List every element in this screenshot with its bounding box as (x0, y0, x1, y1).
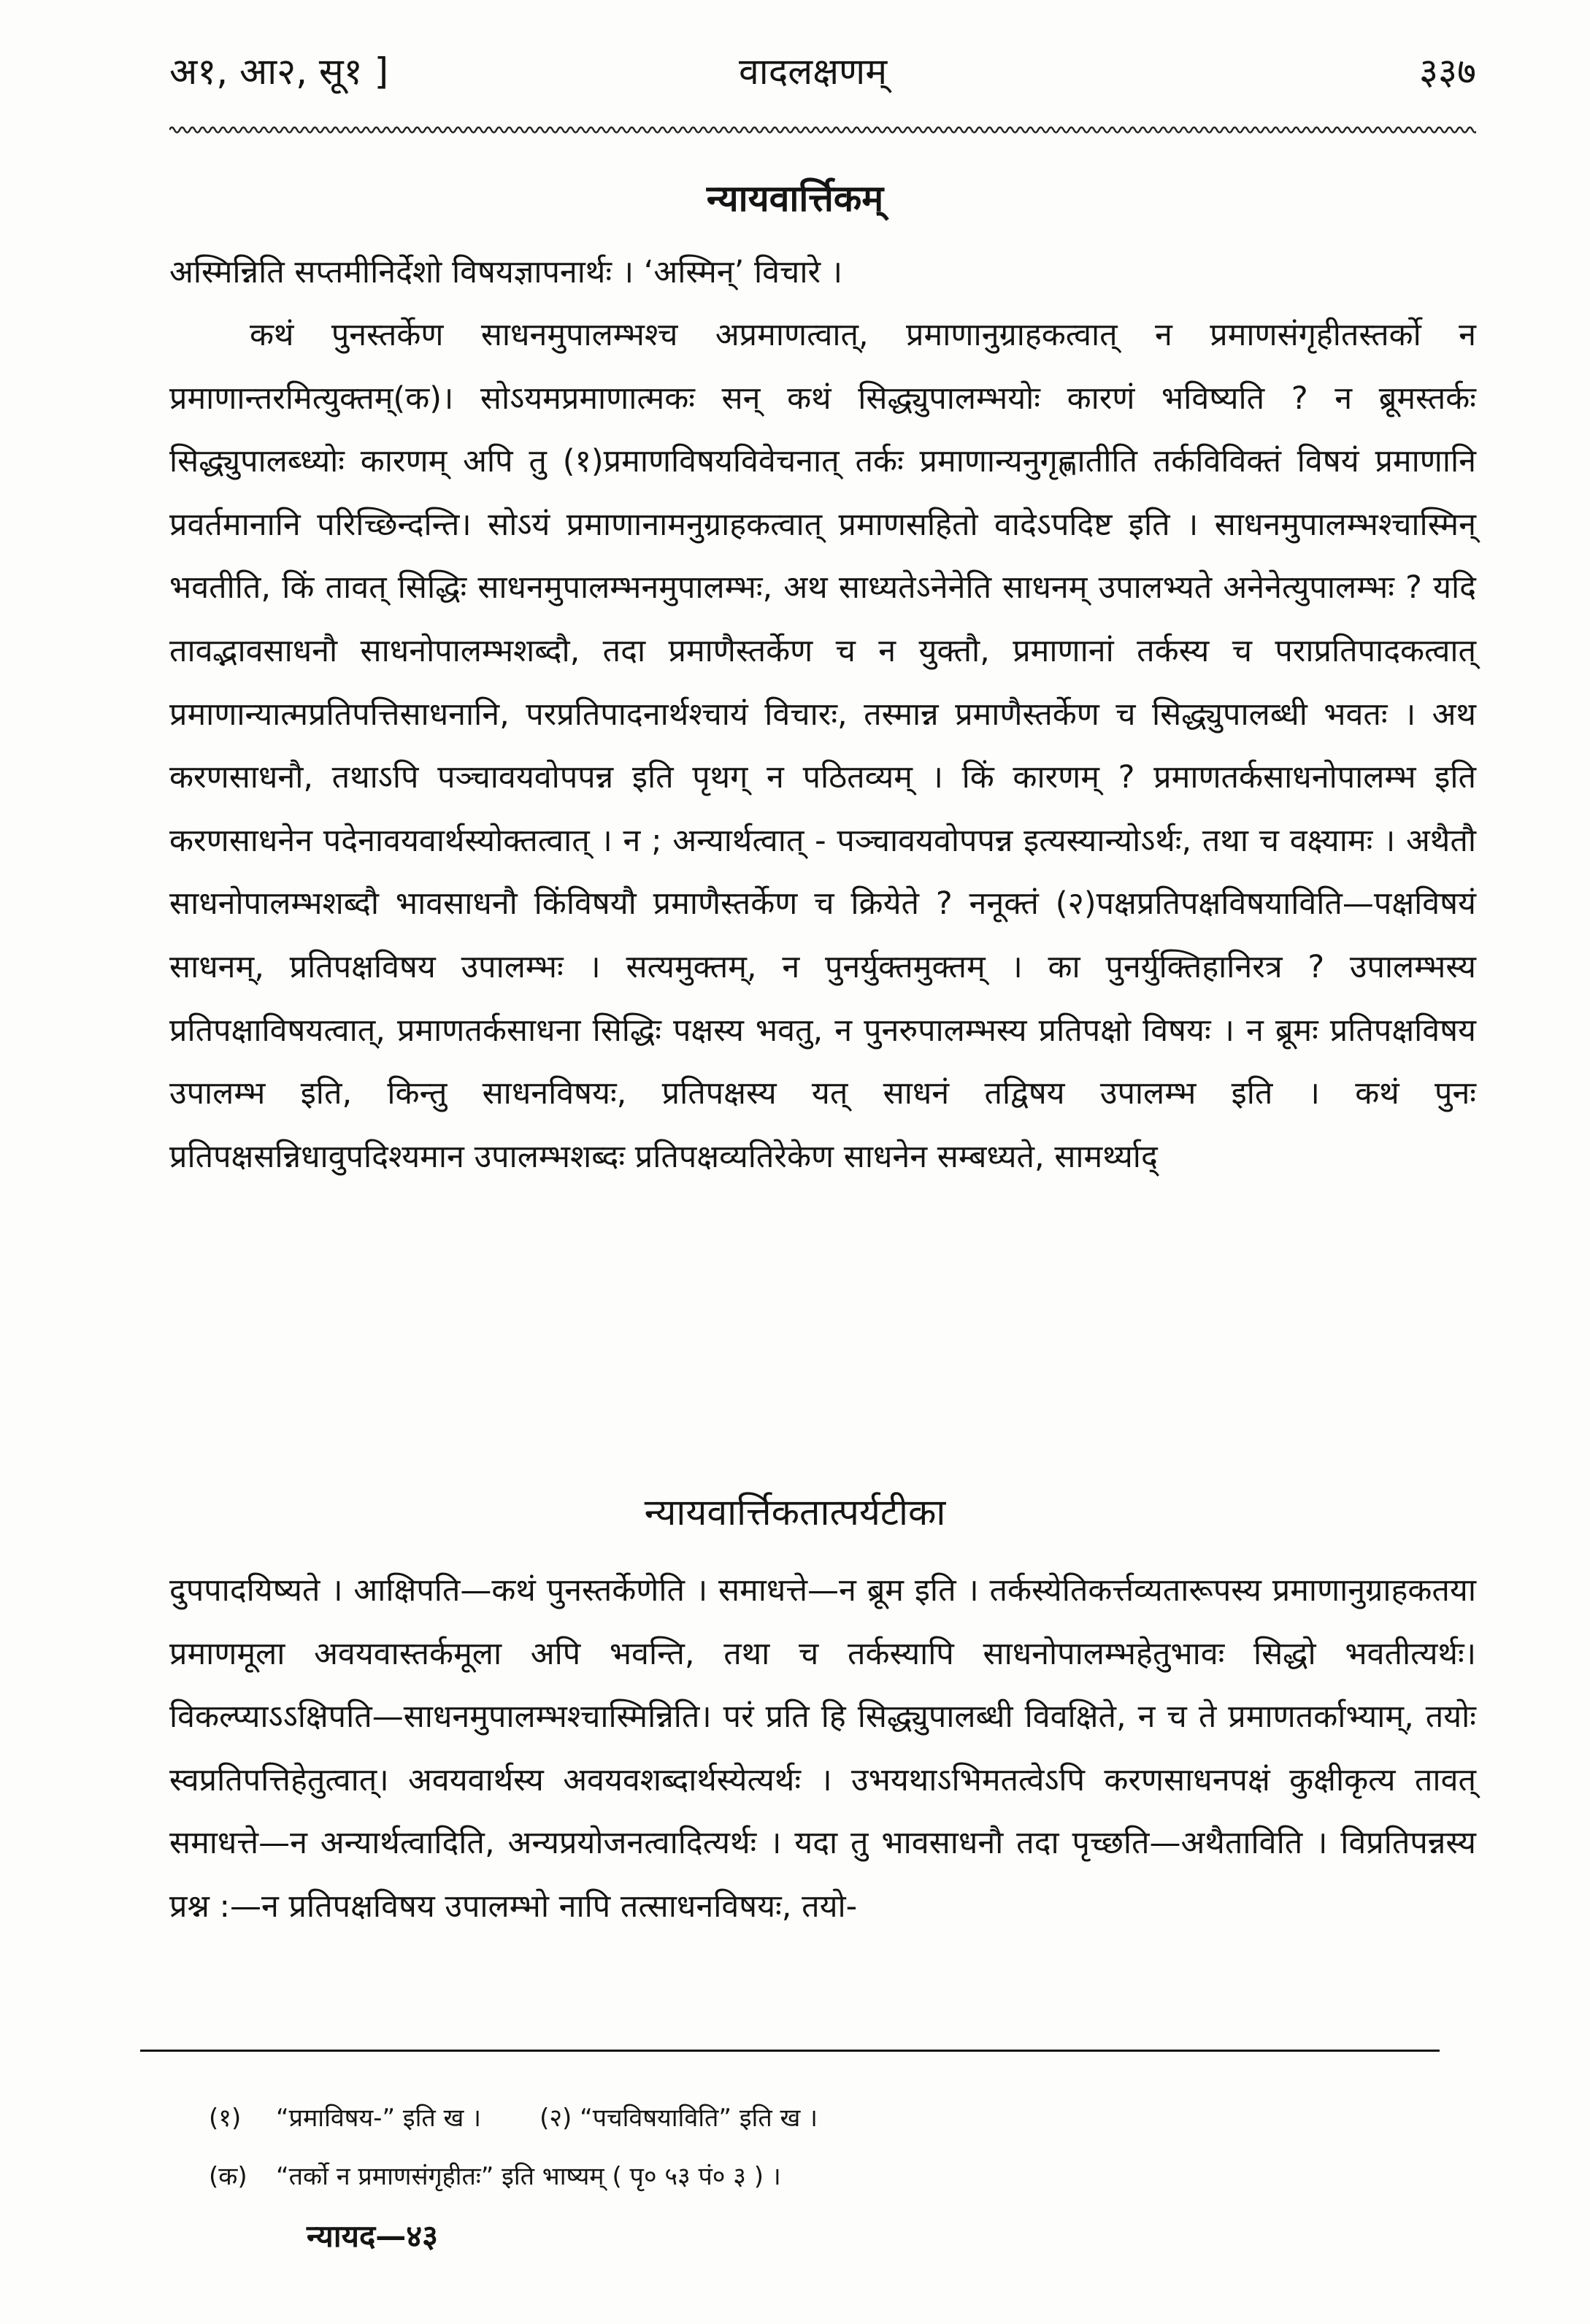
header-reference: अ१, आ२, सू१ ] (169, 50, 389, 93)
footnote-mark: (२) (539, 2104, 572, 2133)
running-header (169, 45, 1476, 111)
footnote-row-1 (209, 2089, 1377, 2147)
footnote-text: “पचविषयाविति” इति ख । (580, 2104, 818, 2133)
tika-heading: न्यायवार्त्तिकतात्पर्यटीका (644, 1491, 946, 1534)
header-wavy-rule (169, 123, 1476, 137)
header-title: वादलक्षणम् (739, 50, 888, 93)
vartika-paragraph-1: अस्मिन्निति सप्तमीनिर्देशो विषयज्ञापनार्थः । ‘अस्मिन्’ विचारे । (169, 254, 843, 290)
signature-mark: न्यायद—४३ (307, 2218, 438, 2254)
footnote-text: “तर्को न प्रमाणसंगृहीतः” इति भाष्यम् ( पृ० ५३ पं० ३ ) । (276, 2162, 781, 2191)
footnote-row-2 (209, 2147, 1377, 2206)
tika-paragraph: दुपपादयिष्यते । आक्षिपति—कथं पुनस्तर्केणेति । समाधत्ते—न ब्रूम इति । तर्कस्येतिकर्त्तव्यतारूपस्य प्रमाणानुग्राहकतया प्रमाणमूला अवयवास्तर्कमूला अपि भवन्ति, तथा च तर्कस्यापि साधनोपालम्भहेतुभावः सिद्धो भवतीत्यर्थः। विकल्प्याऽऽक्षिपति—साधनमुपालम्भश्चास्मिन्निति। परं प्रति हि सिद्ध्युपालब्धी विवक्षिते, न च ते प्रमाणतर्काभ्याम्, तयोः स्वप्रतिपत्तिहेतुत्वात्। अवयवार्थस्य अवयवशब्दार्थस्येत्यर्थः । उभयथाऽभिमतत्वेऽपि करणसाधनपक्षं कुक्षीकृत्य तावत् समाधत्ते—न अन्यार्थत्वादिति, अन्यप्रयोजनत्वादित्यर्थः । यदा तु भावसाधनौ तदा पृच्छति—अथैताविति । विप्रतिपन्नस्य प्रश्न :—न प्रतिपक्षविषय उपालम्भो नापि तत्साधनविषयः, तयो- (169, 1572, 1476, 1925)
vartika-paragraph-2: कथं पुनस्तर्केण साधनमुपालम्भश्च अप्रमाणत्वात्, प्रमाणानुग्राहकत्वात् न प्रमाणसंगृहीतस्तर्को न प्रमाणान्तरमित्युक्तम्(क)। सोऽयमप्रमाणात्मकः सन् कथं सिद्ध्युपालम्भयोः कारणं भविष्यति ? न ब्रूमस्तर्कः सिद्ध्युपालब्ध्योः कारणम् अपि तु (१)प्रमाणविषयविवेचनात् तर्कः प्रमाणान्यनुगृह्णातीति तर्कविविक्तं विषयं प्रमाणानि प्रवर्तमानानि परिच्छिन्दन्ति। सोऽयं प्रमाणानामनुग्राहकत्वात् प्रमाणसहितो वादेऽपदिष्ट इति । साधनमुपालम्भश्चास्मिन् भवतीति, किं तावत् सिद्धिः साधनमुपालम्भनमुपालम्भः, अथ साध्यतेऽनेनेति साधनम् उपालभ्यते अनेनेत्युपालम्भः ? यदि तावद्भावसाधनौ साधनोपालम्भशब्दौ, तदा प्रमाणैस्तर्केण च न युक्तौ, प्रमाणानां तर्कस्य च पराप्रतिपादकत्वात् प्रमाणान्यात्मप्रतिपत्तिसाधनानि, परप्रतिपादनार्थश्चायं विचारः, तस्मान्न प्रमाणैस्तर्केण च सिद्ध्युपालब्धी भवतः । अथ करणसाधनौ, तथाऽपि पञ्चावयवोपपन्न इति पृथग् न पठितव्यम् । किं कारणम् ? प्रमाणतर्कसाधनोपालम्भ इति करणसाधनेन पदेनावयवार्थस्योक्तत्वात् । न ; अन्यार्थत्वात् - पञ्चावयवोपपन्न इत्यस्यान्योऽर्थः, तथा च वक्ष्यामः । अथैतौ साधनोपालम्भशब्दौ भावसाधनौ किंविषयौ प्रमाणैस्तर्केण च क्रियेते ? ननूक्तं (२)पक्षप्रतिपक्षविषयाविति—पक्षविषयं साधनम्, प्रतिपक्षविषय उपालम्भः । सत्यमुक्तम्, न पुनर्युक्तमुक्तम् । का पुनर्युक्तिहानिरत्र ? उपालम्भस्य प्रतिपक्षाविषयत्वात्, प्रमाणतर्कसाधना सिद्धिः पक्षस्य भवतु, न पुनरुपालम्भस्य प्रतिपक्षो विषयः । न ब्रूमः प्रतिपक्षविषय उपालम्भ इति, किन्तु साधनविषयः, प्रतिपक्षस्य यत् साधनं तद्विषय उपालम्भ इति । कथं पुनः प्रतिपक्षसन्निधावुपदिश्यमान उपालम्भशब्दः प्रतिपक्षव्यतिरेकेण साधनेन सम्बध्यते, सामर्थ्याद् (169, 317, 1476, 1175)
footnote-text: “प्रमाविषय-” इति ख । (276, 2104, 482, 2133)
footnote-rule (140, 2050, 1440, 2052)
vartika-heading: न्यायवार्त्तिकम् (706, 177, 884, 220)
footnote-mark: (१) (209, 2104, 242, 2133)
footnotes (209, 2089, 1377, 2206)
footnote-mark: (क) (209, 2162, 247, 2191)
page-number: ३३७ (1419, 50, 1476, 93)
